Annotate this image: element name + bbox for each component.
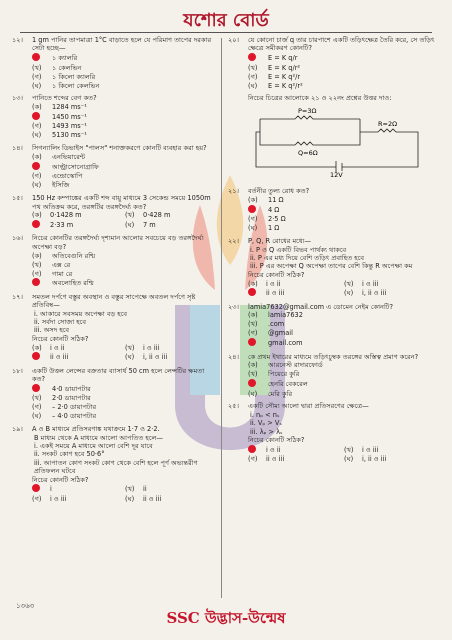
question-head — [12, 194, 218, 211]
option-label — [32, 352, 50, 362]
answer-option[interactable] — [248, 215, 440, 224]
option-value: আল্ট্রাসোনোগ্রাফি — [52, 162, 99, 171]
answer-marker-dot — [32, 112, 40, 120]
option-value: 0·1428 m — [50, 211, 82, 220]
resistor-r-label: R=2Ω — [378, 119, 398, 128]
page-number: ১৩৬৩ — [16, 602, 35, 610]
options-list — [12, 153, 218, 190]
option-value: i, ii ও iii — [362, 455, 387, 464]
option-value: E = K q²/r — [268, 72, 301, 81]
option-value: মেরি কুরি — [268, 389, 293, 398]
answer-option[interactable] — [248, 63, 440, 72]
answer-option[interactable] — [248, 389, 440, 398]
option-label: (গ) — [248, 455, 258, 464]
options-list — [12, 251, 218, 288]
question-number: ২০। — [228, 36, 239, 44]
option-label: (খ) — [125, 343, 135, 352]
question-number: ১৬। — [12, 234, 23, 243]
question-number — [228, 94, 248, 102]
answer-option[interactable] — [32, 53, 218, 63]
question-head — [228, 187, 440, 195]
question-block — [12, 293, 218, 363]
question-block — [228, 353, 440, 399]
option-label: (ঘ) — [344, 289, 354, 298]
option-label: (খ) — [344, 279, 354, 288]
answer-option[interactable] — [32, 103, 218, 112]
question-block — [12, 194, 218, 230]
option-label — [248, 379, 268, 389]
option-value: 0·428 m — [143, 211, 171, 220]
option-label: (ঘ) — [32, 412, 42, 421]
question-block — [228, 303, 440, 349]
option-value: 2·33 m — [50, 220, 74, 229]
answer-marker-dot — [32, 384, 40, 392]
question-prompt: নিচের কোনটি সঠিক? — [32, 334, 89, 343]
footer-brand: SSC উদ্ভাস-উন্মেষ — [166, 609, 286, 627]
statement: iii. আপাতন কোণ সংকট কোণ থেকে বেশি হলে পূর্ণ অভ্যন্তরীণ প্রতিফলন ঘটবে — [34, 458, 198, 476]
answer-option[interactable] — [32, 122, 218, 131]
question-block — [12, 367, 218, 421]
statement: ii. সর্বদা সোজা হবে — [34, 318, 86, 326]
answer-option[interactable] — [248, 329, 440, 338]
question-head — [228, 36, 440, 53]
answer-option[interactable] — [248, 320, 440, 329]
statement: i. nₚ < nₛ — [250, 410, 280, 419]
option-label — [32, 220, 50, 230]
answer-option[interactable] — [32, 260, 218, 269]
option-label: (ঘ) — [32, 181, 42, 190]
answer-option[interactable] — [248, 361, 440, 370]
question-number: ১৫। — [12, 194, 23, 203]
question-text: যে কোনো চার্জ q তার চারপাশে একটি তড়িৎক্ষেত্র তৈরি করে, সে তড়িৎ ক্ষেত্রে সমীকরণ কোনটি? — [248, 36, 435, 53]
option-label: (ক) — [248, 195, 258, 204]
answer-option[interactable] — [32, 220, 125, 230]
option-value: – 2·0 ডায়াপটার — [52, 403, 97, 412]
option-value: i, ii ও iii — [143, 353, 168, 362]
option-value: 4 Ω — [268, 205, 280, 214]
question-number: ১৪। — [12, 144, 23, 153]
answer-option[interactable] — [32, 131, 218, 140]
battery-label: 12V — [330, 170, 343, 177]
option-value: 1284 ms⁻¹ — [52, 103, 87, 112]
answer-option[interactable] — [125, 343, 218, 352]
question-text: 150 Hz কম্পাঙ্কের একটি শব্দ বায়ু মাধ্যমে 3 সেকেন্ড সময়ে 1050m পথ অতিক্রম করে, তরঙ্গটির তরঙ্গদৈর্ঘ্য কত? — [32, 194, 211, 211]
answer-option[interactable] — [32, 495, 125, 504]
option-label: (ঘ) — [344, 455, 354, 464]
option-label: (ঘ) — [32, 81, 42, 90]
options-list — [12, 384, 218, 421]
wire — [260, 119, 295, 145]
option-label — [32, 53, 52, 63]
options-list — [228, 53, 440, 90]
statement: i. P ও Q একটি বিভব পার্থক্য থাকবে — [250, 245, 347, 254]
question-text: কে প্রথম ইথারের মাধ্যমে তড়িৎচুম্বক তরঙ্গের অস্তিত্ব প্রমাণ করেন? — [248, 352, 419, 361]
answer-option[interactable] — [32, 269, 218, 278]
option-value: .com — [268, 320, 285, 329]
option-value: E = K q/r — [268, 53, 298, 62]
question-number: ২২। — [228, 237, 239, 246]
option-label: (গ) — [32, 269, 42, 278]
option-value: ii ও iii — [50, 353, 69, 362]
option-value: 11 Ω — [268, 195, 284, 204]
answer-option[interactable] — [32, 211, 125, 220]
answer-option[interactable] — [248, 81, 440, 90]
question-head — [12, 94, 218, 102]
option-value: lamia7632 — [268, 311, 303, 320]
question-head — [12, 425, 218, 433]
options-list — [12, 343, 218, 362]
left-column — [12, 36, 218, 508]
option-label: (ক) — [248, 279, 258, 288]
option-label: (ঘ) — [248, 81, 258, 90]
resistor-q-label: Q=6Ω — [298, 148, 318, 157]
option-value: ii ও iii — [143, 494, 162, 503]
answer-option[interactable] — [248, 205, 440, 215]
option-value: E = K q/r² — [268, 63, 301, 72]
option-label: (ক) — [248, 311, 258, 320]
answer-option[interactable] — [248, 338, 440, 348]
wire — [342, 132, 418, 167]
options-list — [12, 103, 218, 140]
question-text: একটি উত্তল লেন্সের বক্রতার ব্যাসার্ধ 50 cm হলে লেন্সটির ক্ষমতা কত? — [32, 366, 205, 384]
option-value: i ও iii — [143, 343, 160, 352]
option-label: (খ) — [32, 63, 42, 72]
option-value: gmail.com — [268, 339, 303, 348]
statement: iii. অসদ হবে — [34, 326, 70, 335]
answer-option[interactable] — [32, 278, 218, 288]
option-value: অতিবেগুনি রশ্মি — [52, 251, 96, 260]
question-block — [228, 94, 440, 183]
options-list — [228, 361, 440, 398]
question-head — [12, 367, 218, 384]
option-value: ii — [143, 485, 147, 494]
answer-marker-dot — [32, 220, 40, 228]
answer-option[interactable] — [248, 72, 440, 81]
answer-option[interactable] — [32, 63, 218, 72]
option-value: i ও iii — [362, 279, 379, 288]
question-number: ২১। — [228, 187, 239, 196]
answer-option[interactable] — [248, 379, 440, 389]
question-number: ১২। — [12, 36, 23, 44]
option-label: (খ) — [344, 445, 354, 454]
option-value: 1493 ms⁻¹ — [52, 122, 87, 131]
resistor-p — [295, 116, 316, 119]
option-value: ১ ক্যালরি — [52, 53, 78, 62]
statement: ii. P এর মধ্য দিয়ে বেশি তড়িৎ প্রবাহিত হবে — [250, 253, 365, 262]
option-label — [32, 384, 52, 394]
question-number: ১৮। — [12, 366, 23, 375]
option-value: i ও ii — [266, 279, 281, 288]
question-head — [12, 293, 218, 310]
option-label: (গ) — [248, 215, 258, 224]
option-label: (ক) — [32, 103, 42, 112]
question-block — [228, 187, 440, 233]
option-label — [248, 445, 266, 455]
question-number: ২৫। — [228, 402, 239, 411]
resistor-q — [295, 142, 316, 145]
option-label: (খ) — [125, 485, 135, 494]
option-label: (গ) — [248, 329, 258, 338]
option-value: 2·5 Ω — [268, 215, 286, 224]
question-head — [228, 353, 440, 361]
question-number: ১৭। — [12, 292, 23, 301]
header-divider — [20, 32, 432, 33]
options-list — [228, 196, 440, 233]
question-prompt: নিচের কোনটি সঠিক? — [32, 475, 89, 484]
option-label: (ঘ) — [248, 389, 258, 398]
answer-option[interactable] — [125, 484, 218, 494]
question-head — [228, 94, 440, 102]
option-label: (খ) — [32, 394, 42, 403]
answer-marker-dot — [248, 53, 256, 61]
answer-option[interactable] — [248, 455, 344, 464]
option-label: (গ) — [32, 72, 42, 81]
question-block — [12, 94, 218, 140]
option-value: 4·0 ডায়াপটার — [52, 384, 91, 393]
option-label — [248, 338, 268, 348]
option-value: ইসিজি — [52, 181, 70, 190]
question-text: সিগন্যালিং ডিভাইস "পালস" শনাক্তকরণে কোনটি ব্যবহার করা হয়? — [32, 144, 207, 153]
question-block — [12, 36, 218, 90]
option-label — [248, 53, 268, 63]
question-block — [228, 402, 440, 464]
option-label: (ঘ) — [125, 494, 135, 503]
option-label: (ঘ) — [32, 131, 42, 140]
answer-marker-dot — [32, 484, 40, 492]
option-label: (গ) — [32, 122, 42, 131]
option-label — [32, 278, 52, 288]
option-value: i — [50, 485, 52, 494]
answer-option[interactable] — [32, 403, 218, 412]
question-text: নিচের চিত্রের আলোকে ২১ ও ২২নং প্রশ্নের উত্তর দাও: — [248, 94, 392, 103]
option-value: অবলোহিত রশ্মি — [52, 279, 94, 288]
answer-option[interactable] — [32, 343, 125, 352]
answer-marker-dot — [32, 278, 40, 286]
option-label: (ঘ) — [125, 353, 135, 362]
statement: i. একই সময়ে A মাধ্যমে আলো বেশি দূর যাবে — [34, 441, 153, 450]
option-value: পিয়েরে কুরি — [268, 370, 300, 379]
answer-option[interactable] — [32, 394, 218, 403]
statement: ii. Vₚ > Vₛ — [250, 419, 282, 428]
answer-option[interactable] — [32, 384, 218, 394]
option-label: (গ) — [248, 72, 258, 81]
question-head — [228, 303, 440, 311]
question-text: একটি সৌম্য আলো দ্বারা প্রতিসরণের ক্ষেত্রে— — [248, 402, 369, 411]
answer-marker-dot — [248, 288, 256, 296]
options-list — [12, 53, 218, 90]
answer-option[interactable] — [32, 172, 218, 181]
option-value: i ও ii — [50, 343, 65, 352]
option-label: (ক) — [248, 361, 258, 370]
statement: i. আকারে সবসময় অপেক্ষা বড় হবে — [34, 309, 128, 318]
options-list — [228, 279, 440, 298]
answer-marker-dot — [32, 162, 40, 170]
question-block — [12, 234, 218, 288]
answer-marker-dot — [248, 338, 256, 346]
answer-option[interactable] — [248, 288, 344, 298]
question-text: পানিতে শব্দের বেগ কত? — [32, 94, 97, 103]
answer-option[interactable] — [32, 112, 218, 122]
options-list — [12, 484, 218, 503]
statement: iii. λₚ > λₛ — [250, 427, 283, 436]
answer-option[interactable] — [32, 181, 218, 190]
option-label: (ক) — [32, 343, 42, 352]
option-label: (গ) — [32, 403, 42, 412]
option-value: i ও ii — [266, 445, 281, 454]
option-value: i ও iii — [362, 445, 379, 454]
board-title: যশোর বোর্ড — [183, 10, 269, 31]
question-head — [12, 144, 218, 152]
option-label: (খ) — [125, 211, 135, 220]
option-value: ১ কেলভিন — [52, 63, 82, 72]
answer-option[interactable] — [32, 251, 218, 260]
option-value: @gmail — [268, 329, 293, 338]
option-value: 5130 ms⁻¹ — [52, 131, 87, 140]
answer-option[interactable] — [248, 445, 344, 455]
option-label: (খ) — [248, 320, 258, 329]
option-value: ii ও iii — [266, 289, 285, 298]
option-label: (ঘ) — [248, 224, 258, 233]
option-value: 1 Ω — [268, 224, 280, 233]
answer-option[interactable] — [344, 455, 440, 464]
wire — [256, 132, 336, 167]
answer-option[interactable] — [32, 153, 218, 162]
option-value: i ও iii — [50, 494, 67, 503]
answer-option[interactable] — [125, 211, 218, 220]
option-value: 2·0 ডায়াপটার — [52, 394, 91, 403]
option-label — [32, 162, 52, 172]
option-value: – 4·0 ডায়াপটার — [52, 412, 97, 421]
option-value: E = K q²/r² — [268, 81, 303, 90]
options-list — [228, 311, 440, 348]
option-value: হেনরি বেকরেল — [268, 380, 308, 388]
right-column — [228, 36, 440, 468]
option-label: (গ) — [32, 494, 42, 503]
answer-option[interactable] — [248, 370, 440, 379]
options-list — [228, 445, 440, 464]
answer-option[interactable] — [248, 53, 440, 63]
question-text: A ও B মাধ্যমে প্রতিসরণাঙ্ক যথাক্রমে 1·7 ও 2·2. — [32, 425, 160, 434]
answer-option[interactable] — [32, 484, 125, 494]
question-number: ১৩। — [12, 94, 23, 103]
option-label — [32, 112, 52, 122]
question-head — [228, 237, 440, 245]
options-list — [12, 211, 218, 230]
question-block — [12, 144, 218, 190]
question-text: নিচের কোনটির তরঙ্গদৈর্ঘ্য দৃশ্যমান আলোর সবচেয়ে বড় তরঙ্গদৈর্ঘ্য অপেক্ষা বড়? — [32, 234, 204, 251]
answer-option[interactable] — [32, 412, 218, 421]
answer-marker-dot — [32, 53, 40, 61]
question-prompt: নিচের কোনটি সঠিক? — [248, 270, 305, 279]
question-text: P, Q, R রোধের মধ্যে— — [248, 237, 312, 246]
answer-option[interactable] — [344, 445, 440, 455]
question-number: ১৯। — [12, 425, 23, 434]
answer-option[interactable] — [248, 279, 344, 288]
option-value: i, ii ও iii — [362, 289, 387, 298]
option-label: (খ) — [248, 370, 258, 379]
option-label — [32, 484, 50, 494]
option-label: (ক) — [32, 251, 42, 260]
option-value: 1450 ms⁻¹ — [52, 112, 87, 121]
option-label — [248, 205, 268, 215]
option-value: ১ কিলো কেলভিন — [52, 81, 100, 90]
answer-option[interactable] — [32, 162, 218, 172]
question-text: 1 gm পানির তাপমাত্রা 1°C বাড়াতে হলে যে পরিমাণ তাপের দরকার সেটা হচ্ছে— — [32, 36, 212, 53]
circuit-diagram — [250, 105, 428, 177]
question-block — [228, 237, 440, 299]
statement: B মাধ্যম থেকে A মাধ্যমে আলো আপতিত হলে— — [34, 433, 163, 442]
wire — [316, 119, 360, 145]
question-text: বর্তনীর তুল্য রোধ কত? — [248, 187, 310, 196]
statement: iii. P এর অপেক্ষা Q অপেক্ষা তাপের বেশি কিন্তু R অপেক্ষা কম — [250, 262, 413, 271]
question-block — [228, 36, 440, 90]
answer-option[interactable] — [248, 311, 440, 320]
resistor-p-label: P=3Ω — [298, 106, 317, 115]
option-value: আরনেস্ট রাদারফোর্ড — [268, 361, 323, 370]
answer-option[interactable] — [248, 224, 440, 233]
answer-option[interactable] — [344, 288, 440, 298]
option-label: (ক) — [32, 211, 42, 220]
answer-option[interactable] — [125, 352, 218, 362]
statement: ii. সংকট কোণ হবে 50·6° — [34, 450, 105, 459]
option-value: এক্স রে — [52, 260, 71, 269]
answer-option[interactable] — [32, 81, 218, 90]
question-text: lamia7632@gmail.com এ ডোমেন নেইম কোনটি? — [248, 302, 393, 311]
question-number: ২৪। — [228, 352, 239, 361]
option-label: (ক) — [32, 152, 42, 161]
option-label: (গ) — [32, 172, 42, 181]
option-label: (ঘ) — [125, 220, 135, 229]
resistor-r — [378, 129, 399, 132]
question-block — [12, 425, 218, 504]
option-value: এনভিয়ারেন্ট — [52, 152, 86, 161]
answer-option[interactable] — [32, 352, 125, 362]
option-value: গামা রে — [52, 269, 73, 278]
answer-marker-dot — [248, 205, 256, 213]
answer-option[interactable] — [248, 196, 440, 205]
answer-option[interactable] — [125, 495, 218, 504]
option-label: (খ) — [32, 260, 42, 269]
option-label: (খ) — [248, 63, 258, 72]
question-head — [12, 234, 218, 251]
question-prompt: নিচের কোনটি সঠিক? — [248, 436, 305, 445]
question-head — [12, 36, 218, 53]
option-value: 7 m — [143, 220, 156, 229]
question-number: ২৩। — [228, 302, 239, 311]
column-divider — [221, 38, 222, 598]
answer-marker-dot — [248, 445, 256, 453]
question-head — [228, 402, 440, 410]
answer-option[interactable] — [32, 72, 218, 81]
option-label — [248, 288, 266, 298]
option-value: এন্ডোস্কোপি — [52, 172, 83, 181]
answer-marker-dot — [32, 352, 40, 360]
answer-marker-dot — [248, 379, 256, 387]
answer-option[interactable] — [344, 279, 440, 288]
answer-option[interactable] — [125, 220, 218, 230]
option-value: ১ কিলো ক্যালরি — [52, 72, 96, 81]
option-value: ii ও iii — [266, 455, 285, 464]
question-text: সমতল দর্পণে বস্তুর অবস্থান ও বস্তুর সাপেক্ষে অবতল দর্পণে সৃষ্ট প্রতিবিম্ব— — [32, 292, 196, 310]
